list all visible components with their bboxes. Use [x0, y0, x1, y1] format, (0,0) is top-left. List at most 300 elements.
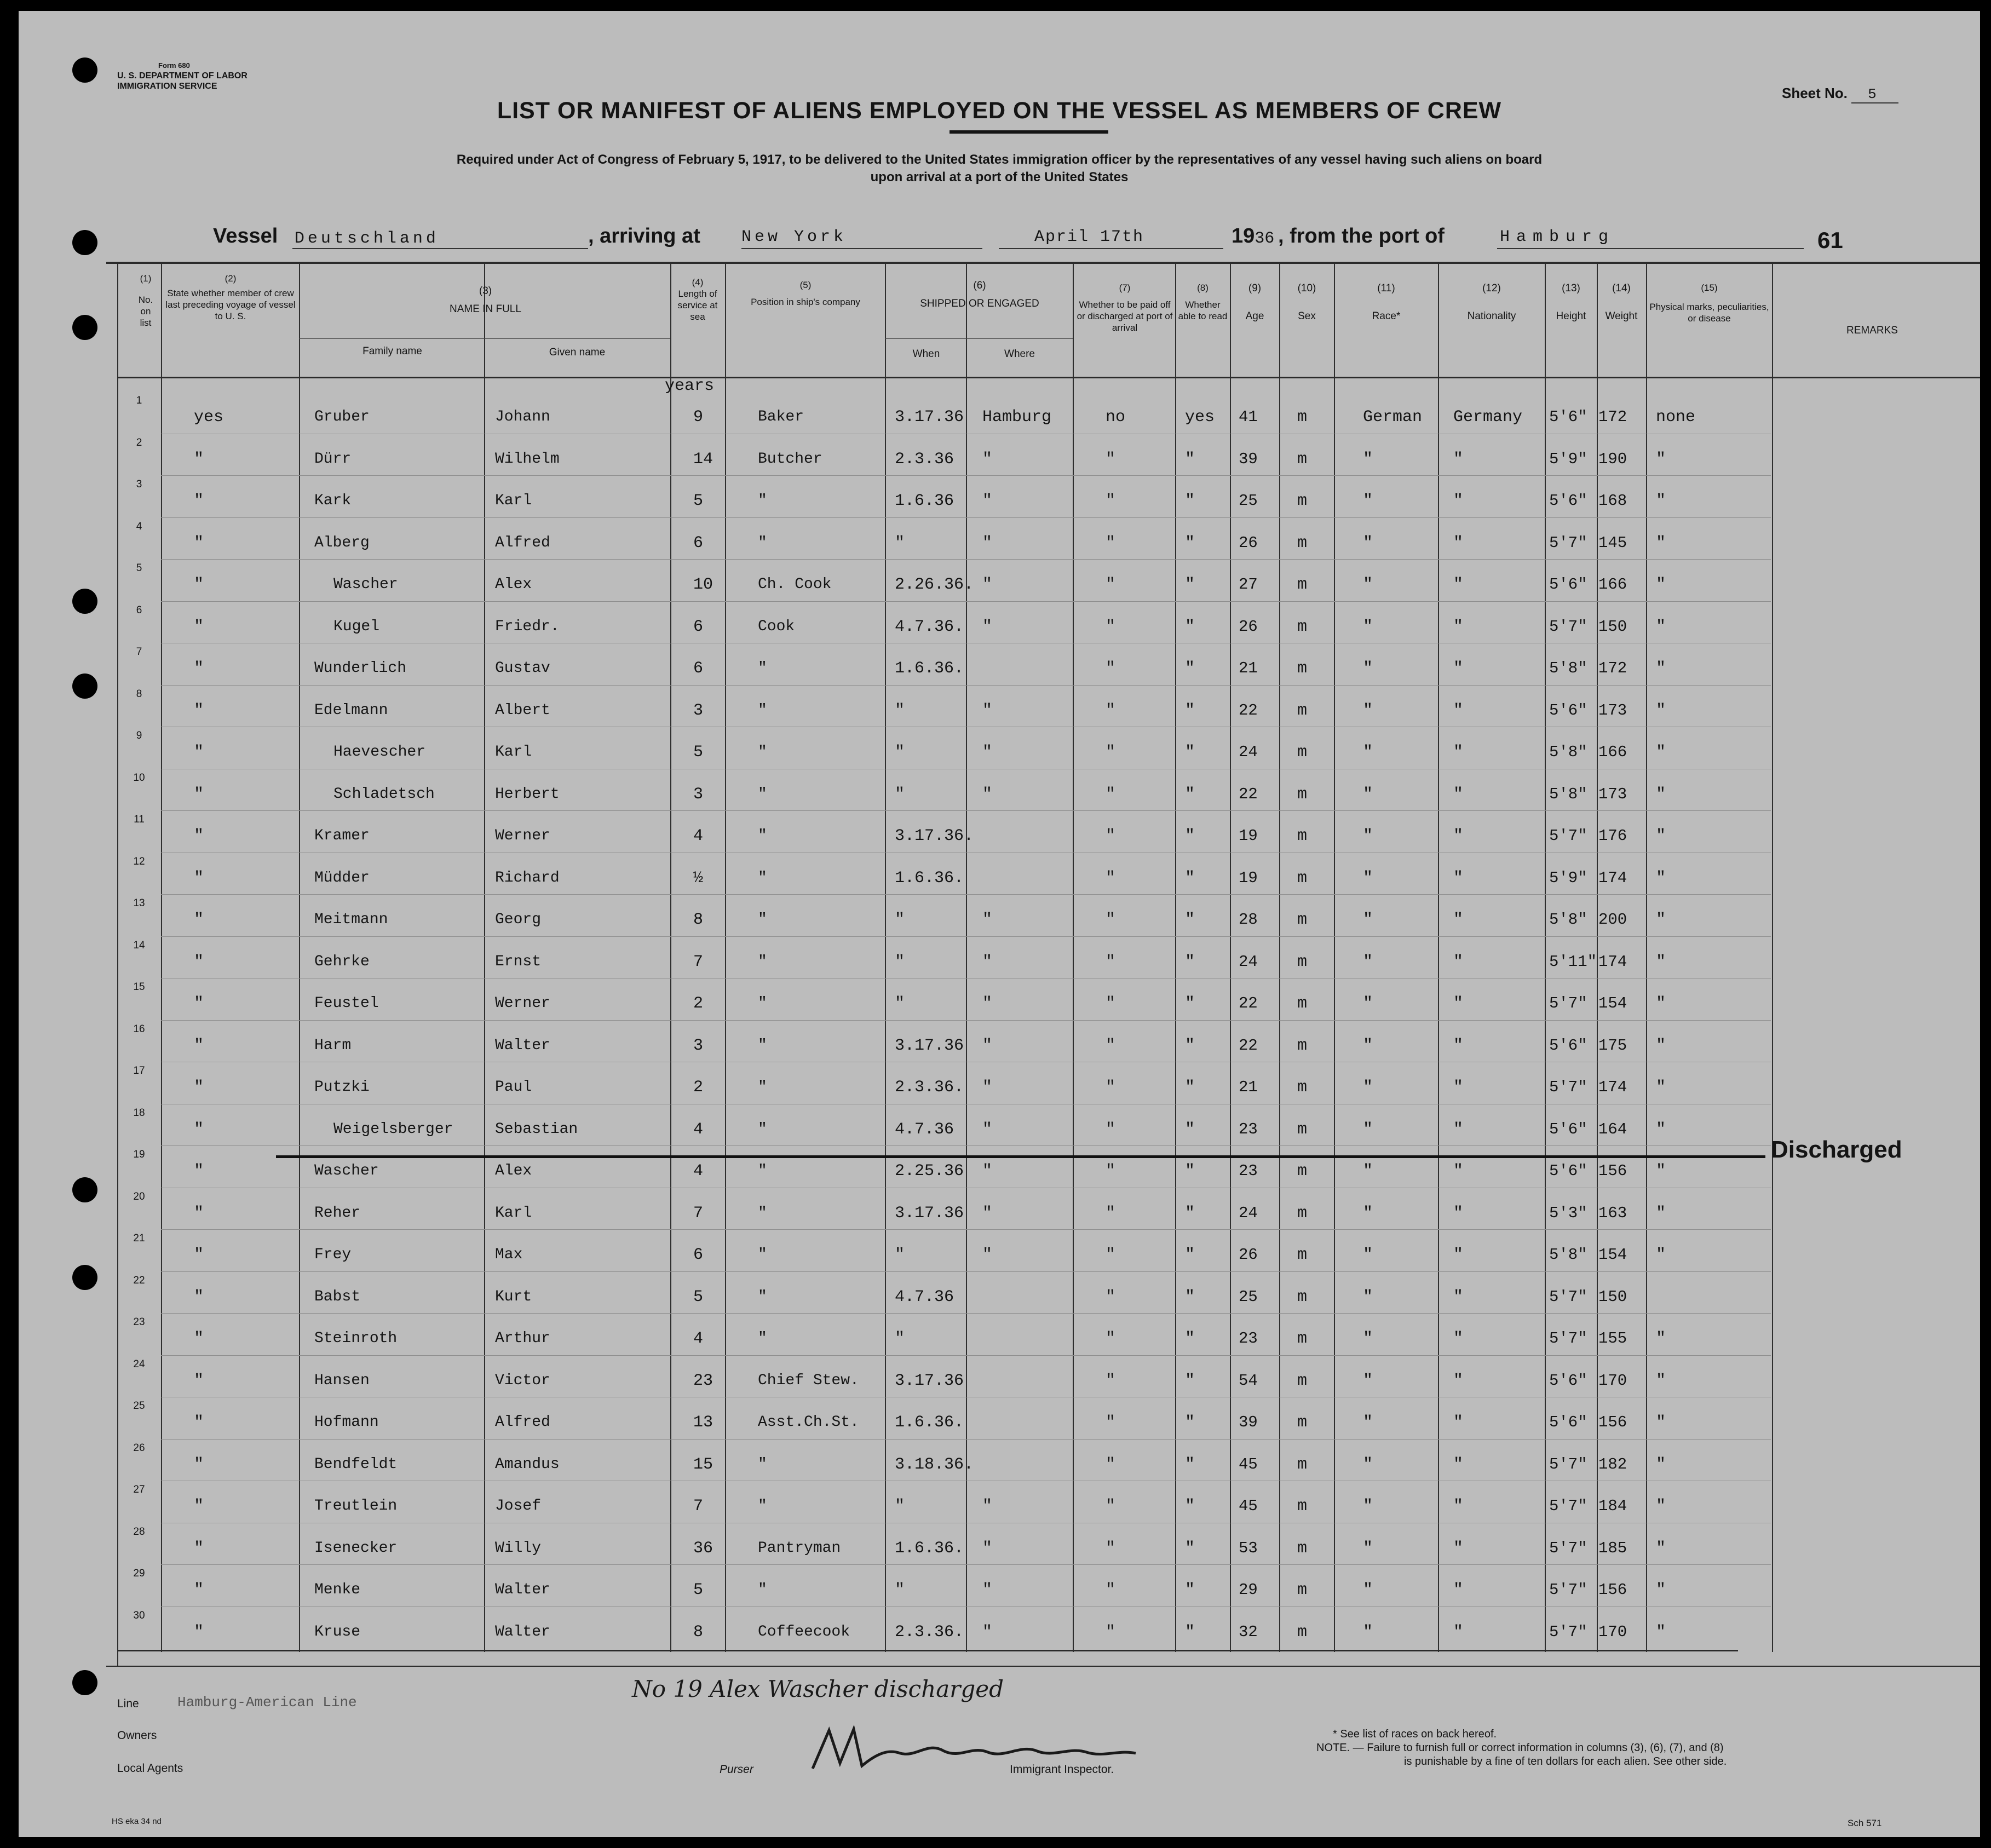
cell-nat: " — [1453, 1455, 1464, 1474]
line-value: Hamburg-American Line — [177, 1694, 357, 1711]
cell-read: " — [1185, 1371, 1195, 1390]
col-10-number: (10) — [1297, 283, 1316, 294]
cell-service: 10 — [693, 575, 713, 594]
cell-nat: " — [1453, 617, 1464, 636]
cell-position: " — [758, 534, 767, 551]
cell-read: " — [1185, 868, 1195, 888]
cell-age: 19 — [1239, 827, 1258, 845]
cell-family: Bendfeldt — [314, 1455, 398, 1473]
cell-read: " — [1185, 911, 1195, 929]
cell-when: 3.17.36. — [895, 827, 974, 845]
cell-weight: 163 — [1598, 1204, 1627, 1222]
col-3-number: (3) — [479, 285, 492, 297]
cell-marks: " — [1656, 1120, 1666, 1139]
cell-race: " — [1363, 1539, 1373, 1558]
row-number: 4 — [136, 520, 142, 532]
cell-read: " — [1185, 575, 1195, 594]
cell-when: 1.6.36. — [895, 659, 964, 678]
cell-prev: " — [194, 1455, 204, 1474]
cell-family: Menke — [314, 1581, 361, 1598]
cell-position: Chief Stew. — [758, 1372, 859, 1389]
cell-marks: " — [1656, 1371, 1666, 1390]
cell-prev: " — [194, 492, 204, 510]
cell-age: 19 — [1239, 868, 1258, 887]
cell-when: 1.6.36. — [895, 1413, 964, 1432]
cell-sex: m — [1297, 533, 1308, 552]
cell-given: Paul — [495, 1079, 532, 1096]
arrival-date: April 17th — [1034, 228, 1144, 246]
cell-given: Werner — [495, 995, 550, 1012]
cell-age: 25 — [1239, 492, 1258, 510]
cell-race: " — [1363, 1078, 1373, 1097]
row-rule — [161, 601, 1771, 602]
col-2-label: State whether member of crew last preceding voyage of vessel to U. S. — [165, 288, 296, 321]
cell-paid: " — [1106, 1287, 1116, 1306]
race-note: * See list of races on back hereof. — [1333, 1728, 1497, 1740]
strike-through-line — [276, 1155, 1765, 1158]
cell-sex: m — [1297, 659, 1308, 678]
cell-paid: " — [1106, 1036, 1116, 1055]
page-title: LIST OR MANIFEST OF ALIENS EMPLOYED ON THE VESSEL AS MEMBERS OF CREW — [497, 97, 1502, 124]
col-7-header — [1075, 282, 1174, 333]
cell-paid: " — [1106, 1371, 1116, 1390]
cell-family: Reher — [314, 1204, 361, 1222]
col-2-header — [162, 273, 299, 322]
cell-age: 22 — [1239, 1036, 1258, 1055]
vessel-label: Vessel — [213, 224, 278, 247]
cell-height: 5'6" — [1549, 1371, 1587, 1390]
cell-paid: " — [1106, 1539, 1116, 1558]
cell-weight: 172 — [1598, 659, 1627, 677]
cell-given: Alfred — [495, 534, 550, 551]
form-code-left: HS eka 34 nd — [112, 1817, 162, 1826]
cell-nat: " — [1453, 1246, 1464, 1264]
cell-position: Butcher — [758, 450, 822, 468]
cell-sex: m — [1297, 450, 1308, 469]
row-number: 9 — [136, 730, 142, 741]
cell-height: 5'6" — [1549, 1162, 1587, 1180]
cell-when: " — [895, 1246, 905, 1264]
col-1-label: No. on list — [138, 295, 153, 328]
cell-read: " — [1185, 1078, 1195, 1097]
col-16-header: REMARKS — [1846, 325, 1898, 336]
manifest-sheet — [19, 11, 1980, 1837]
cell-position: " — [758, 1455, 767, 1473]
cell-given: Ernst — [495, 953, 542, 970]
column-divider — [117, 264, 118, 1666]
cell-read: " — [1185, 1539, 1195, 1558]
cell-sex: m — [1297, 827, 1308, 845]
row-number: 26 — [133, 1442, 145, 1454]
sheet-value: 5 — [1851, 86, 1898, 103]
cell-prev: " — [194, 1204, 204, 1223]
cell-paid: " — [1106, 911, 1116, 929]
cell-nat: " — [1453, 575, 1464, 594]
cell-nat: " — [1453, 1287, 1464, 1306]
cell-paid: " — [1106, 1246, 1116, 1264]
cell-service: 2 — [693, 1078, 704, 1097]
cell-race: " — [1363, 617, 1373, 636]
cell-race: " — [1363, 1497, 1373, 1516]
cell-given: Werner — [495, 827, 550, 844]
column-divider — [1334, 264, 1335, 1652]
cell-position: " — [758, 1162, 767, 1179]
cell-nat: " — [1453, 743, 1464, 762]
cell-prev: " — [194, 743, 204, 762]
cell-prev: " — [194, 1497, 204, 1516]
cell-paid: " — [1106, 1497, 1116, 1516]
cell-read: " — [1185, 659, 1195, 678]
cell-given: Sebastian — [495, 1120, 578, 1138]
cell-nat: " — [1453, 994, 1464, 1013]
cell-position: Baker — [758, 408, 804, 425]
punch-hole — [72, 315, 97, 340]
cell-read: " — [1185, 1246, 1195, 1264]
cell-height: 5'7" — [1549, 1455, 1587, 1473]
col-4-number: (4) — [692, 277, 704, 287]
col-15-number: (15) — [1701, 283, 1718, 293]
cell-race: " — [1363, 450, 1373, 469]
cell-service: 3 — [693, 701, 704, 720]
cell-family: Kugel — [333, 618, 380, 635]
cell-when: 1.6.36. — [895, 868, 964, 888]
col-12-header — [1440, 282, 1544, 323]
cell-position: " — [758, 660, 767, 677]
cell-when: 3.17.36 — [895, 408, 964, 427]
row-number: 25 — [133, 1400, 145, 1412]
cell-read: " — [1185, 701, 1195, 720]
punch-hole — [72, 57, 97, 83]
cell-family: Kark — [314, 492, 352, 509]
cell-position: " — [758, 701, 767, 719]
cell-when: " — [895, 911, 905, 929]
cell-given: Victor — [495, 1372, 550, 1389]
column-divider — [725, 264, 726, 1652]
cell-age: 25 — [1239, 1287, 1258, 1306]
cell-height: 5'6" — [1549, 701, 1587, 719]
cell-age: 39 — [1239, 450, 1258, 468]
cell-paid: " — [1106, 1120, 1116, 1139]
cell-race: " — [1363, 743, 1373, 762]
cell-sex: m — [1297, 1204, 1308, 1223]
cell-read: " — [1185, 1162, 1195, 1181]
cell-prev: " — [194, 868, 204, 888]
col-13-label: Height — [1556, 310, 1586, 322]
cell-service: 4 — [693, 1162, 704, 1181]
cell-height: 5'6" — [1549, 408, 1587, 426]
cell-marks: " — [1656, 1581, 1666, 1599]
cell-position: Cook — [758, 618, 795, 635]
cell-nat: " — [1453, 1329, 1464, 1348]
cell-sex: m — [1297, 575, 1308, 594]
cell-position: " — [758, 744, 767, 761]
cell-sex: m — [1297, 617, 1308, 636]
cell-weight: 156 — [1598, 1162, 1627, 1180]
row-number: 27 — [133, 1484, 145, 1495]
cell-height: 5'7" — [1549, 1581, 1587, 1599]
cell-nat: " — [1453, 450, 1464, 469]
purser-label: Purser — [720, 1763, 753, 1776]
cell-weight: 170 — [1598, 1622, 1627, 1641]
cell-nat: " — [1453, 1497, 1464, 1516]
cell-position: " — [758, 492, 767, 509]
subheader-rule — [885, 338, 1073, 339]
arrival-port: New York — [741, 228, 847, 246]
cell-nat: " — [1453, 868, 1464, 888]
cell-sex: m — [1297, 1581, 1308, 1599]
cell-weight: 173 — [1598, 701, 1627, 719]
cell-paid: " — [1106, 450, 1116, 469]
cell-race: " — [1363, 785, 1373, 804]
cell-weight: 154 — [1598, 994, 1627, 1012]
col-9-label: Age — [1245, 310, 1264, 322]
cell-given: Max — [495, 1246, 523, 1263]
cell-position: " — [758, 995, 767, 1012]
col-7-label: Whether to be paid off or discharged at port of arrival — [1077, 300, 1173, 333]
cell-where: Hamburg — [982, 408, 1052, 427]
remark-discharged: Discharged — [1771, 1136, 1902, 1163]
col-4-header — [673, 277, 722, 323]
cell-paid: " — [1106, 952, 1116, 971]
cell-paid: " — [1106, 827, 1116, 845]
column-divider — [1772, 264, 1773, 1652]
cell-prev: " — [194, 785, 204, 804]
cell-service: 9 — [693, 408, 704, 427]
cell-prev: " — [194, 994, 204, 1013]
cell-age: 23 — [1239, 1120, 1258, 1138]
cell-weight: 150 — [1598, 1287, 1627, 1306]
punch-hole — [72, 1670, 97, 1695]
cell-service: 5 — [693, 492, 704, 510]
cell-nat: " — [1453, 952, 1464, 971]
cell-paid: " — [1106, 701, 1116, 720]
row-number: 8 — [136, 688, 142, 700]
cell-prev: " — [194, 1287, 204, 1306]
cell-given: Karl — [495, 744, 532, 761]
cell-marks: " — [1656, 1413, 1666, 1432]
punch-hole — [72, 1265, 97, 1290]
cell-position: " — [758, 1204, 767, 1222]
cell-weight: 174 — [1598, 868, 1627, 887]
cell-when: " — [895, 743, 905, 762]
cell-marks: " — [1656, 701, 1666, 720]
page-number: 61 — [1817, 227, 1843, 253]
cell-weight: 170 — [1598, 1371, 1627, 1390]
cell-marks: " — [1656, 743, 1666, 762]
cell-paid: " — [1106, 1455, 1116, 1474]
cell-given: Herbert — [495, 785, 560, 803]
cell-race: " — [1363, 868, 1373, 888]
title-rule — [950, 130, 1108, 134]
vessel-name: Deutschland — [294, 229, 439, 248]
row-rule — [161, 1271, 1771, 1272]
col-6-header — [887, 279, 1073, 310]
cell-prev: yes — [194, 408, 224, 427]
cell-weight: 156 — [1598, 1581, 1627, 1599]
cell-where: " — [982, 1120, 993, 1139]
cell-read: " — [1185, 492, 1195, 510]
cell-sex: m — [1297, 1287, 1308, 1306]
cell-when: 3.18.36. — [895, 1455, 974, 1474]
punch-hole — [72, 589, 97, 614]
cell-given: Walter — [495, 1623, 550, 1640]
vessel-underline — [292, 248, 588, 249]
cell-paid: " — [1106, 533, 1116, 552]
cell-paid: " — [1106, 492, 1116, 510]
col-10-label: Sex — [1298, 310, 1316, 322]
cell-height: 5'7" — [1549, 994, 1587, 1012]
cell-prev: " — [194, 827, 204, 845]
cell-nat: " — [1453, 1371, 1464, 1390]
col-5-label: Position in ship's company — [751, 297, 860, 307]
cell-when: " — [895, 952, 905, 971]
column-divider — [1279, 264, 1280, 1652]
cell-position: Ch. Cook — [758, 576, 832, 593]
cell-age: 45 — [1239, 1497, 1258, 1515]
column-divider — [1175, 264, 1176, 1652]
cell-prev: " — [194, 617, 204, 636]
row-number: 24 — [133, 1358, 145, 1370]
cell-sex: m — [1297, 1455, 1308, 1474]
cell-where: " — [982, 1246, 993, 1264]
col-2-number: (2) — [225, 273, 237, 284]
cell-race: " — [1363, 1581, 1373, 1599]
cell-family: Treutlein — [314, 1498, 398, 1515]
cell-height: 5'8" — [1549, 911, 1587, 929]
cell-age: 26 — [1239, 533, 1258, 552]
cell-age: 27 — [1239, 575, 1258, 594]
cell-weight: 174 — [1598, 952, 1627, 971]
col-11-label: Race* — [1372, 310, 1401, 322]
cell-family: Feustel — [314, 995, 379, 1012]
cell-nat: " — [1453, 659, 1464, 678]
cell-paid: " — [1106, 1078, 1116, 1097]
column-divider — [1230, 264, 1231, 1652]
col-6-where-header: Where — [1004, 348, 1035, 360]
cell-service: 7 — [693, 1204, 704, 1223]
cell-service: 5 — [693, 1287, 704, 1306]
cell-given: Willy — [495, 1539, 542, 1557]
cell-when: " — [895, 1497, 905, 1516]
col-13-header — [1546, 282, 1596, 323]
row-rule — [161, 1355, 1771, 1356]
cell-paid: " — [1106, 1162, 1116, 1181]
cell-height: 5'11" — [1549, 952, 1597, 971]
cell-nat: " — [1453, 533, 1464, 552]
cell-sex: m — [1297, 1329, 1308, 1348]
col-13-number: (13) — [1562, 283, 1580, 294]
col-14-number: (14) — [1612, 283, 1631, 294]
cell-when: 2.3.36 — [895, 450, 954, 469]
cell-marks: " — [1656, 1162, 1666, 1181]
cell-paid: " — [1106, 785, 1116, 804]
row-number: 18 — [133, 1107, 145, 1119]
years-label: years — [665, 377, 715, 395]
cell-family: Isenecker — [314, 1539, 398, 1557]
cell-when: 3.17.36 — [895, 1036, 964, 1055]
row-number: 10 — [133, 772, 145, 784]
line-label: Line — [117, 1697, 139, 1710]
col-10-header — [1281, 282, 1333, 323]
cell-position: " — [758, 1246, 767, 1263]
row-rule — [161, 517, 1771, 518]
cell-sex: m — [1297, 408, 1308, 427]
col-8-label: Whether able to read — [1178, 300, 1228, 321]
cell-weight: 185 — [1598, 1539, 1627, 1557]
cell-race: " — [1363, 1120, 1373, 1139]
cell-service: 13 — [693, 1413, 713, 1432]
col-9-number: (9) — [1248, 283, 1262, 294]
col-15-label: Physical marks, peculiarities, or disease — [1649, 302, 1769, 324]
cell-sex: m — [1297, 1497, 1308, 1516]
cell-age: 28 — [1239, 911, 1258, 929]
cell-given: Arthur — [495, 1330, 550, 1347]
cell-when: " — [895, 994, 905, 1013]
row-number: 20 — [133, 1190, 145, 1202]
col-5-number: (5) — [799, 280, 812, 290]
cell-given: Georg — [495, 911, 542, 928]
cell-race: " — [1363, 492, 1373, 510]
col-11-header — [1336, 282, 1437, 323]
cell-height: 5'6" — [1549, 1413, 1587, 1431]
cell-prev: " — [194, 1581, 204, 1599]
cell-family: Wunderlich — [314, 660, 407, 677]
cell-when: 3.17.36 — [895, 1204, 964, 1223]
cell-prev: " — [194, 1078, 204, 1097]
from-underline — [1497, 248, 1804, 249]
column-divider — [885, 264, 886, 1652]
row-rule — [161, 1439, 1771, 1440]
cell-sex: m — [1297, 1162, 1308, 1181]
cell-weight: 182 — [1598, 1455, 1627, 1473]
cell-height: 5'9" — [1549, 450, 1587, 468]
cell-read: " — [1185, 617, 1195, 636]
cell-read: " — [1185, 785, 1195, 804]
cell-marks: " — [1656, 1455, 1666, 1474]
footer-rule — [106, 1666, 1980, 1667]
column-divider — [299, 264, 300, 1652]
port-underline — [741, 248, 982, 249]
row-number: 17 — [133, 1065, 145, 1076]
row-number: 11 — [134, 814, 145, 825]
cell-service: 7 — [693, 1497, 704, 1516]
cell-race: " — [1363, 1287, 1373, 1306]
cell-marks: " — [1656, 659, 1666, 678]
cell-weight: 174 — [1598, 1078, 1627, 1096]
cell-race: German — [1363, 408, 1423, 427]
cell-where: " — [982, 1622, 993, 1642]
cell-where: " — [982, 1078, 993, 1097]
cell-family: Wascher — [333, 576, 398, 593]
cell-marks: " — [1656, 1078, 1666, 1097]
row-rule — [161, 1313, 1771, 1314]
cell-nat: " — [1453, 785, 1464, 804]
cell-prev: " — [194, 1246, 204, 1264]
cell-family: Schladetsch — [333, 785, 435, 803]
cell-paid: " — [1106, 743, 1116, 762]
cell-read: " — [1185, 1287, 1195, 1306]
col-14-header — [1597, 282, 1646, 323]
cell-height: 5'6" — [1549, 1120, 1587, 1138]
cell-race: " — [1363, 1204, 1373, 1223]
cell-marks: " — [1656, 1246, 1666, 1264]
cell-position: Coffeecook — [758, 1623, 850, 1640]
cell-family: Gruber — [314, 408, 370, 425]
cell-sex: m — [1297, 1413, 1308, 1432]
row-number: 6 — [136, 604, 142, 616]
row-rule — [161, 559, 1771, 560]
cell-nat: Germany — [1453, 408, 1523, 427]
